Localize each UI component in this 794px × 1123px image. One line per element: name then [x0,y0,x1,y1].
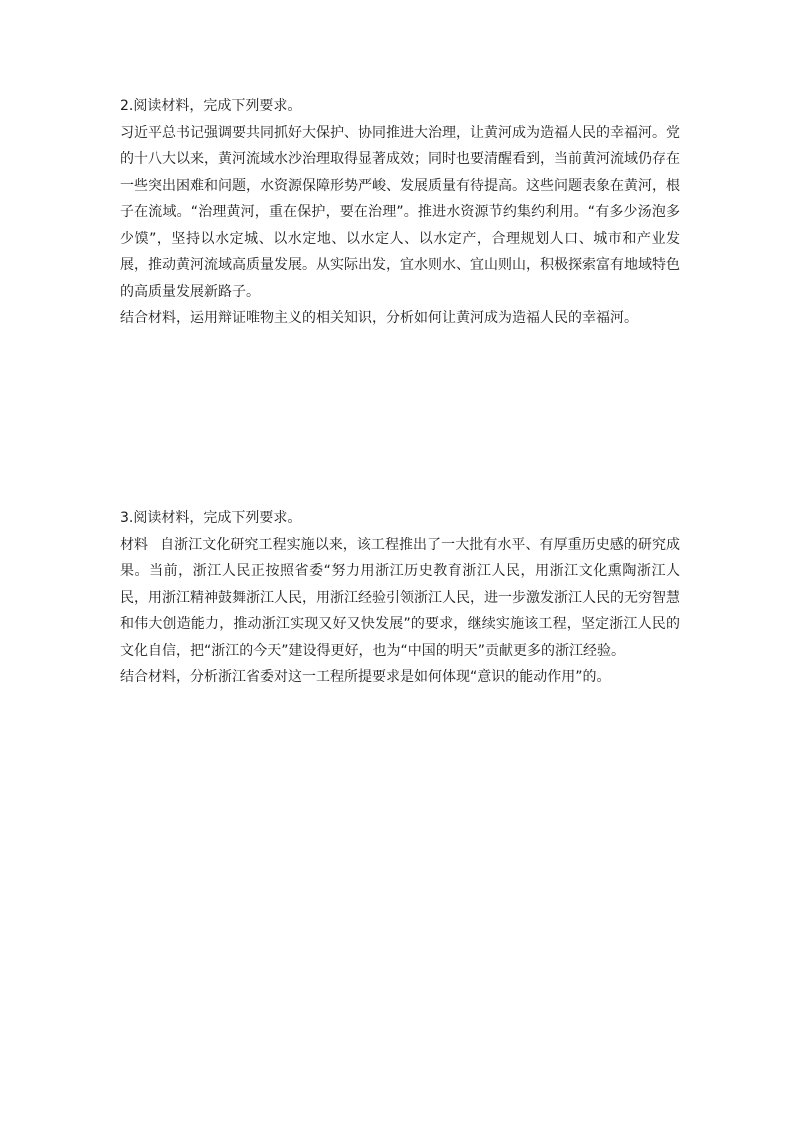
question-3-material: 自浙江文化研究工程实施以来，该工程推出了一大批有水平、有厚重历史感的研究成果。当前，浙江人民正按照省委“努力用浙江历史教育浙江人民，用浙江文化熏陶浙江人民，用浙江精神鼓舞浙江人民，用浙江经验引领浙江人民，进一步激发浙江人民的无穷智慧和伟大创造能力，推动浙江实现又好又快发展”的要求，继续实施该工程，坚定浙江人民的文化自信，把“浙江的今天”建设得更好，也为“中国的明天”贡献更多的浙江经验。 [120,536,681,659]
question-3-task: 结合材料，分析浙江省委对这一工程所提要求是如何体现“意识的能动作用”的。 [120,669,611,685]
question-3-heading: 3.阅读材料，完成下列要求。 [120,510,302,526]
question-3-material-block [120,532,680,665]
question-2-material: 习近平总书记强调要共同抓好大保护、协同推进大治理，让黄河成为造福人民的幸福河。党的十八大以来，黄河流域水沙治理取得显著成效；同时也要清醒看到，当前黄河流域仍存在一些突出困难和问题，水资源保障形势严峻、发展质量有待提高。这些问题表象在黄河，根子在流域。“治理黄河，重在保护，要在治理”。推进水资源节约集约利用。“有多少汤泡多少馍”，坚持以水定城、以水定地、以水定人、以水定产，合理规划人口、城市和产业发展，推动黄河流域高质量发展。从实际出发，宜水则水、宜山则山，积极探索富有地域特色的高质量发展新路子。 [120,124,680,300]
question-3-material-label: 材料 [120,536,149,553]
question-2 [120,93,680,332]
question-3 [120,505,680,691]
question-2-heading: 2.阅读材料，完成下列要求。 [120,98,302,114]
question-2-task: 结合材料，运用辩证唯物主义的相关知识，分析如何让黄河成为造福人民的幸福河。 [120,310,638,326]
